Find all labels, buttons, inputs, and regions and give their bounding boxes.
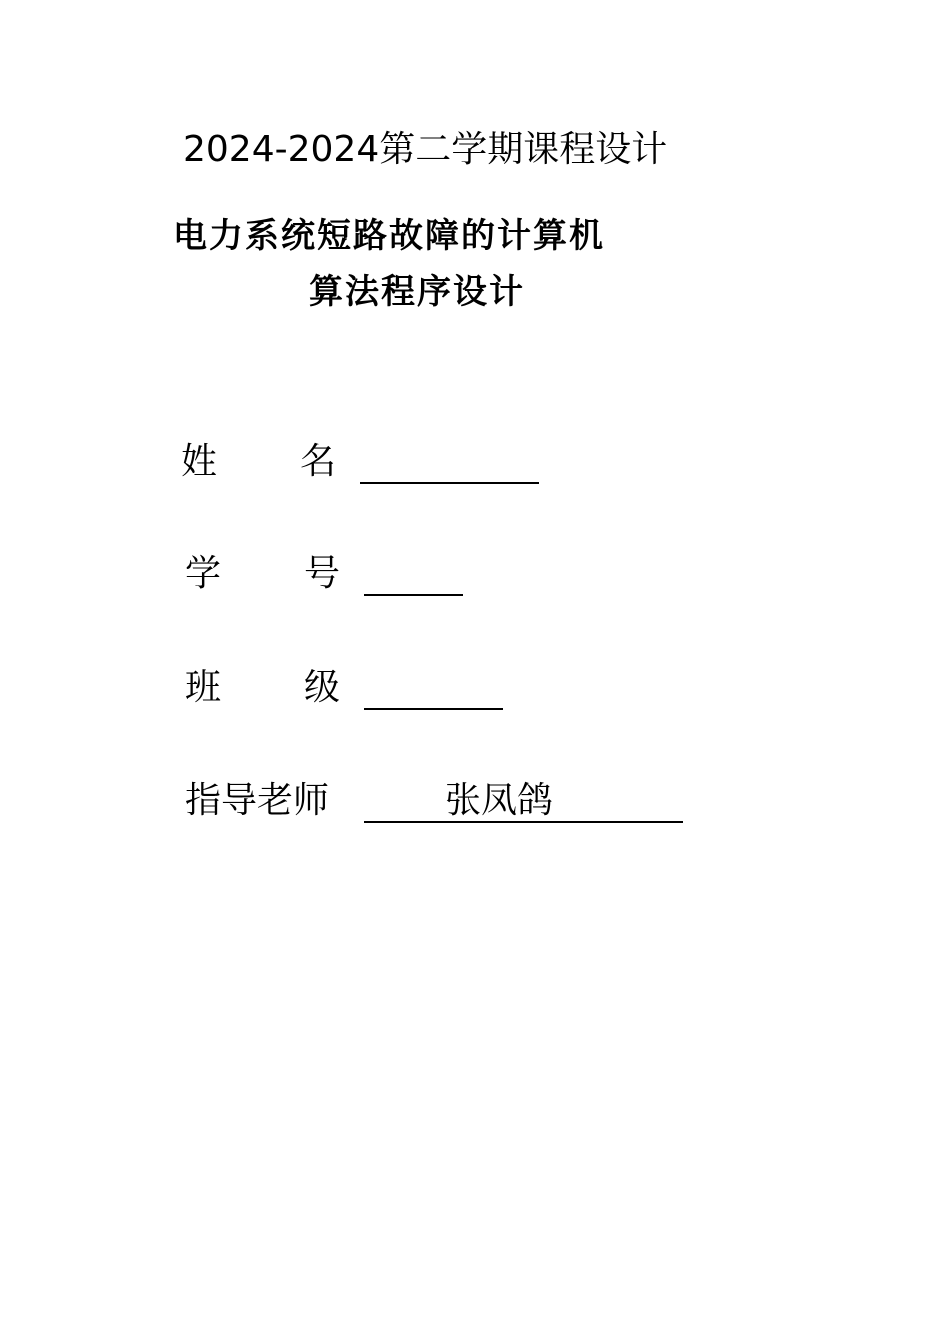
- advisor-field: [181, 777, 701, 825]
- class-field: [181, 664, 521, 712]
- class-label-char2: 级: [304, 667, 341, 708]
- name-field: [181, 438, 561, 486]
- student-id-blank-line[interactable]: [364, 550, 463, 596]
- student-id-label-char1: 学: [185, 553, 222, 594]
- student-id-field: [181, 550, 481, 598]
- class-label-char1: 班: [185, 667, 222, 708]
- project-title-line1: 电力系统短路故障的计算机: [173, 216, 605, 256]
- advisor-label: 指导老师: [185, 780, 330, 821]
- class-blank-line[interactable]: [364, 664, 503, 710]
- name-label-char1: 姓: [181, 441, 218, 482]
- advisor-blank-line[interactable]: [364, 777, 683, 823]
- student-id-label-char2: 号: [304, 553, 341, 594]
- name-blank-line[interactable]: [360, 438, 539, 484]
- project-title-line2: 算法程序设计: [309, 272, 525, 312]
- advisor-value: 张凤鸽: [445, 780, 554, 821]
- name-label-char2: 名: [300, 441, 337, 482]
- term-title: 2024-2024第二学期课程设计: [183, 129, 668, 170]
